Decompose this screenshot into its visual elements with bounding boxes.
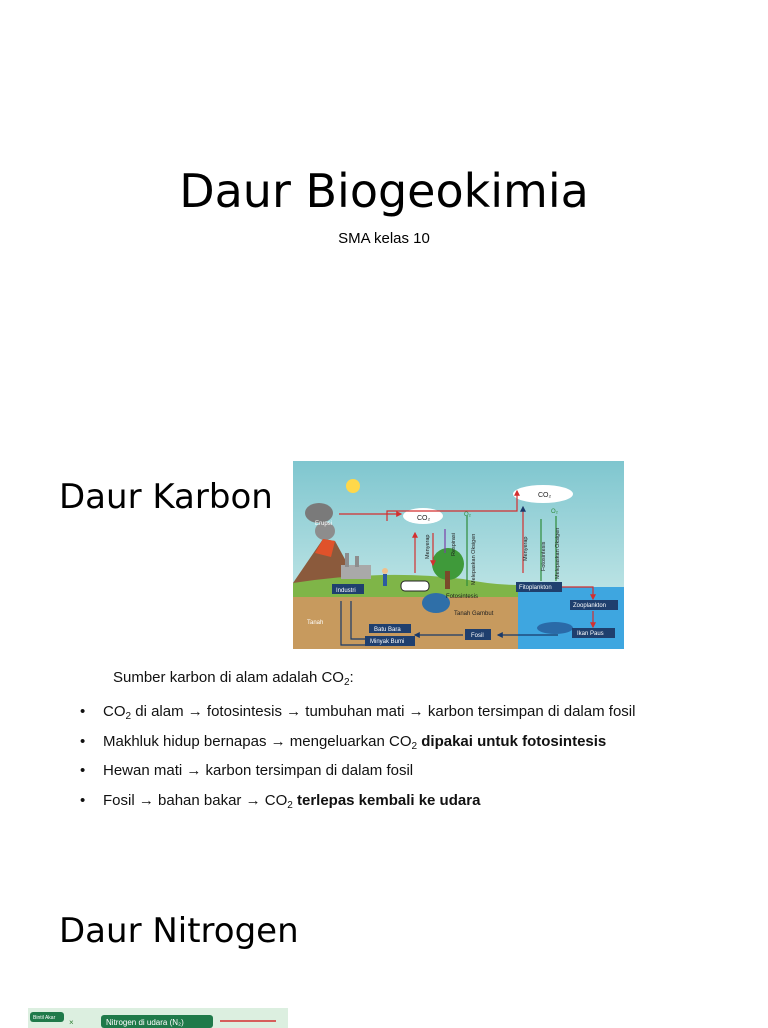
nitrogen-cycle-diagram xyxy=(28,1008,288,1028)
diagram-label: Batu Bara xyxy=(374,627,401,633)
list-item: • Hewan mati → karbon tersimpan di dalam fosil xyxy=(80,756,700,786)
factory-icon xyxy=(341,565,371,579)
diagram-label: Tanah xyxy=(307,620,324,626)
diagram-label: CO₂ xyxy=(538,492,552,499)
diagram-label: Nitrogen di udara (N₂) xyxy=(106,1018,184,1027)
diagram-label: Bintil Akar xyxy=(33,1015,56,1021)
person-icon xyxy=(382,568,388,574)
carbon-cycle-heading: Daur Karbon xyxy=(59,477,273,517)
diagram-label: Menyerap xyxy=(425,534,431,559)
diagram-label: O₂ xyxy=(464,512,471,518)
list-item: • Fosil → bahan bakar → $CO_2$ terlepas kembali ke udara xyxy=(80,786,700,816)
svg-text:×: × xyxy=(69,1018,74,1027)
diagram-label: Respirasi xyxy=(451,533,457,556)
eruption-smoke xyxy=(305,503,333,523)
slide-title: Daur Biogeokimia xyxy=(179,164,589,218)
diagram-label: Zooplankton xyxy=(573,603,607,609)
carbon-intro: Sumber karbon di alam adalah $CO_2$: xyxy=(113,669,354,688)
diagram-label: Tanah Gambut xyxy=(454,611,494,617)
diagram-label: Fotosintesis xyxy=(446,594,479,600)
diagram-label: Minyak Bumi xyxy=(370,639,405,645)
diagram-label: O₂ xyxy=(551,509,558,515)
cow-icon xyxy=(401,581,429,591)
list-item: • Makhluk hidup bernapas → mengeluarkan $CO_2$ dipakai untuk fotosintesis xyxy=(80,727,700,757)
diagram-label: Melepaskan Oksigen xyxy=(471,533,477,585)
ocean xyxy=(518,587,624,649)
diagram-label: Fitoplankton xyxy=(519,585,552,591)
list-item: • $CO_2$ di alam → fotosintesis → tumbuhan mati → karbon tersimpan di dalam fosil xyxy=(80,697,700,727)
diagram-label: Industri xyxy=(336,588,356,594)
carbon-bullet-list xyxy=(80,697,700,815)
diagram-label: Erupsi xyxy=(315,521,333,527)
slide-subtitle: SMA kelas 10 xyxy=(338,230,430,247)
diagram-label: Fosil xyxy=(471,633,484,639)
whale-icon xyxy=(537,622,573,634)
carbon-cycle-diagram xyxy=(293,461,624,649)
nitrogen-cycle-heading: Daur Nitrogen xyxy=(59,911,299,951)
diagram-label: CO₂ xyxy=(417,515,431,522)
diagram-label: Melepaskan Oksigen xyxy=(555,527,561,579)
diagram-label: Ikan Paus xyxy=(577,631,604,637)
sun-icon xyxy=(346,479,360,493)
diagram-label: Fotosintesis xyxy=(541,541,547,571)
diagram-label: Menyerap xyxy=(523,536,529,561)
